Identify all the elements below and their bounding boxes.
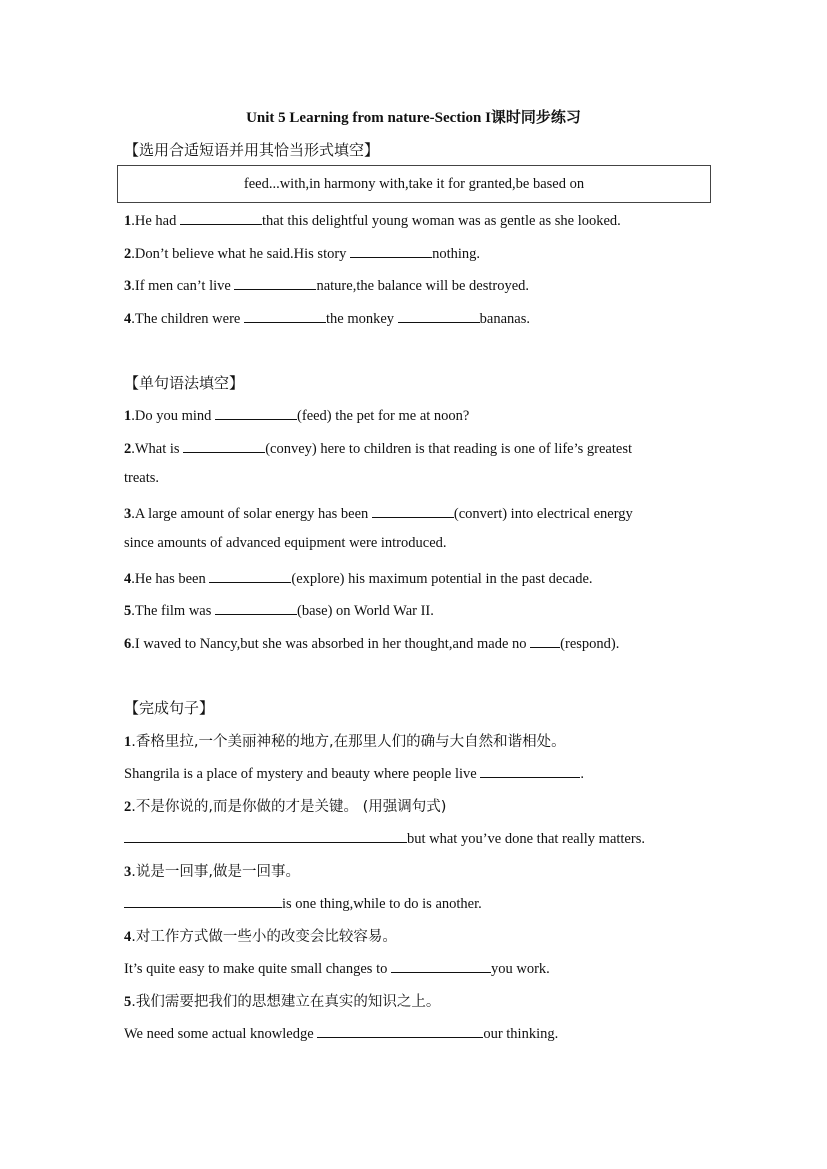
s2-item-4: 4.He has been (explore) his maximum potential in the past decade. [124,568,593,588]
s1-item-4: 4.The children were the monkey bananas. [124,308,530,328]
answer-blank[interactable] [234,275,316,290]
section3-heading: 【完成句子】 [124,699,215,717]
answer-blank[interactable] [350,243,432,258]
answer-blank[interactable] [480,763,580,778]
s3-item-1-cn: 1.香格里拉,一个美丽神秘的地方,在那里人们的确与大自然和谐相处。 [124,734,566,750]
answer-blank[interactable] [124,828,407,843]
s3-item-5-en: We need some actual knowledge our thinking. [124,1023,558,1043]
answer-blank[interactable] [530,633,560,648]
s2-item-5: 5.The film was (base) on World War II. [124,600,434,620]
page-title: Unit 5 Learning from nature-Section I课时同步练习 [246,110,581,126]
s2-item-1: 1.Do you mind (feed) the pet for me at noon? [124,405,469,425]
answer-blank[interactable] [398,308,480,323]
s3-item-4-cn: 4.对工作方式做一些小的改变会比较容易。 [124,929,397,945]
section2-heading: 【单句语法填空】 [124,374,245,392]
s2-item-3: 3.A large amount of solar energy has been (convert) into electrical energy [124,503,633,523]
s2-item-2-cont: treats. [124,470,160,486]
s3-item-3-cn: 3.说是一回事,做是一回事。 [124,864,300,880]
s1-item-2: 2.Don’t believe what he said.His story nothing. [124,243,480,263]
answer-blank[interactable] [215,600,297,615]
answer-blank[interactable] [317,1023,483,1038]
answer-blank[interactable] [124,893,282,908]
s2-item-6: 6.I waved to Nancy,but she was absorbed in her thought,and made no (respond). [124,633,619,653]
phrase-box [117,165,711,203]
s3-item-1-en: Shangrila is a place of mystery and beauty where people live . [124,763,584,783]
answer-blank[interactable] [183,438,265,453]
answer-blank[interactable] [215,405,297,420]
s3-item-4-en: It’s quite easy to make quite small changes to you work. [124,958,550,978]
answer-blank[interactable] [244,308,326,323]
answer-blank[interactable] [209,568,291,583]
answer-blank[interactable] [180,210,262,225]
answer-blank[interactable] [391,958,491,973]
s3-item-2-cn: 2.不是你说的,而是你做的才是关键。 (用强调句式) [124,799,447,815]
s3-item-2-en: but what you’ve done that really matters. [124,828,645,848]
section1-heading: 【选用合适短语并用其恰当形式填空】 [124,141,380,159]
phrase-list: feed...with,in harmony with,take it for granted,be based on [243,175,585,192]
s3-item-5-cn: 5.我们需要把我们的思想建立在真实的知识之上。 [124,994,441,1010]
s3-item-3-en: is one thing,while to do is another. [124,893,482,913]
s2-item-2: 2.What is (convey) here to children is that reading is one of life’s greatest [124,438,632,458]
s1-item-3: 3.If men can’t live nature,the balance will be destroyed. [124,275,529,295]
s1-item-1: 1.He had that this delightful young woman was as gentle as she looked. [124,210,621,230]
s2-item-3-cont: since amounts of advanced equipment were introduced. [124,535,447,551]
answer-blank[interactable] [372,503,454,518]
